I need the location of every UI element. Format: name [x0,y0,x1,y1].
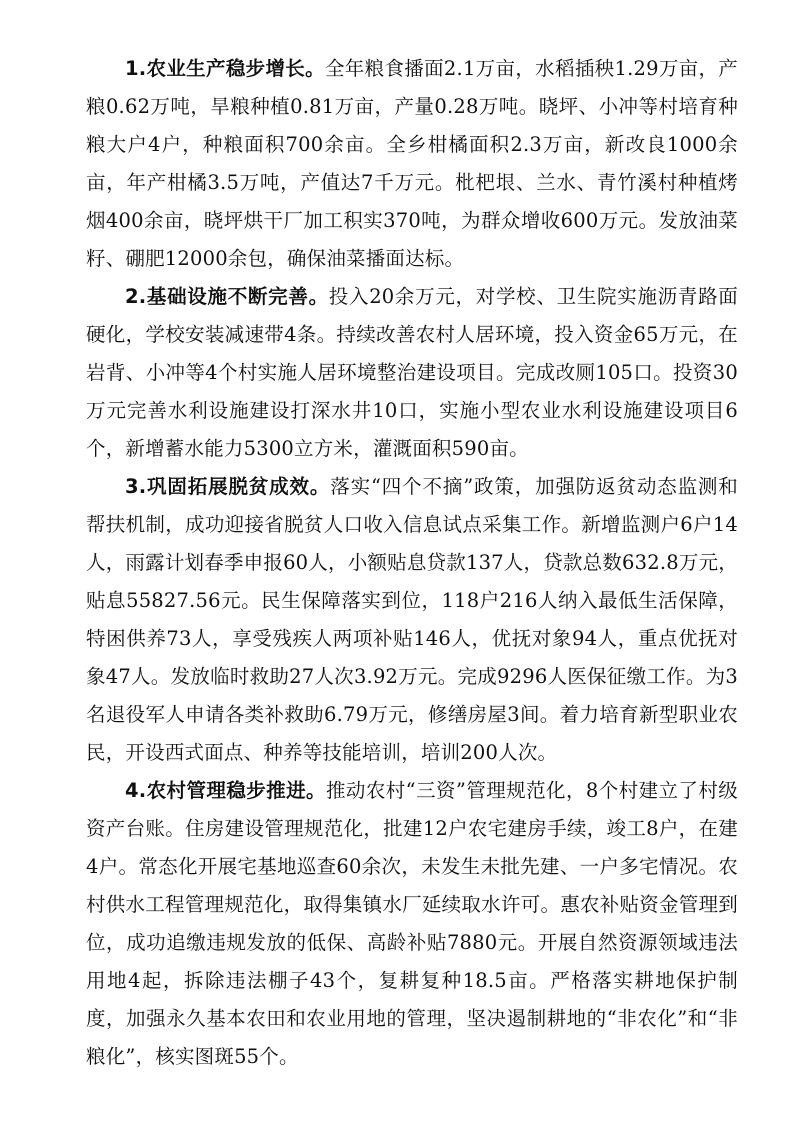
paragraph-heading: 1.农业生产稳步增长。 [125,57,325,80]
paragraph-body: 落实“四个不摘”政策，加强防返贫动态监测和帮扶机制，成功迎接省脱贫人口收入信息试点采集工作。新增监测户6户14人，雨露计划春季申报60人，小额贴息贷款137人，贷款总数632.8万元，贴息55827.56元。民生保障落实到位，118户216人纳入最低生活保障，特困供养73人，享受残疾人两项补贴146人，优抚对象94人，重点优抚对象47人。发放临时救助27人次3.92万元。完成9296人医保征缴工作。为3名退役军人申请各类补救助6.79万元，修缮房屋3间。着力培育新型职业农民，开设西式面点、种养等技能培训，培训200人次。 [86,475,738,764]
paragraph-heading: 4.农村管理稳步推进。 [125,779,326,802]
document-page [86,50,738,1076]
paragraph-rural-management [86,772,738,1076]
paragraph-infrastructure [86,278,738,468]
paragraph-heading: 2.基础设施不断完善。 [125,285,329,308]
paragraph-body: 投入20余万元，对学校、卫生院实施沥青路面硬化，学校安装减速带4条。持续改善农村人居环境，投入资金65万元，在岩背、小冲等4个村实施人居环境整治建设项目。完成改厕105口。投资30万元完善水利设施建设打深水井10口，实施小型农业水利设施建设项目6个，新增蓄水能力5300立方米，灌溉面积590亩。 [86,285,738,460]
paragraph-body: 全年粮食播面2.1万亩，水稻插秧1.29万亩，产粮0.62万吨，旱粮种植0.81万亩，产量0.28万吨。晓坪、小冲等村培育种粮大户4户，种粮面积700余亩。全乡柑橘面积2.3万亩，新改良1000余亩，年产柑橘3.5万吨，产值达7千万元。枇杷垠、兰水、青竹溪村种植烤烟400余亩，晓坪烘干厂加工积实370吨，为群众增收600万元。发放油菜籽、硼肥12000余包，确保油菜播面达标。 [86,57,738,270]
paragraph-agriculture [86,50,738,278]
paragraph-poverty-alleviation [86,468,738,772]
paragraph-body: 推动农村“三资”管理规范化，8个村建立了村级资产台账。住房建设管理规范化，批建12户农宅建房手续，竣工8户，在建4户。常态化开展宅基地巡查60余次，未发生未批先建、一户多宅情况。农村供水工程管理规范化，取得集镇水厂延续取水许可。惠农补贴资金管理到位，成功追缴违规发放的低保、高龄补贴7880元。开展自然资源领域违法用地4起，拆除违法棚子43个，复耕复种18.5亩。严格落实耕地保护制度，加强永久基本农田和农业用地的管理，坚决遏制耕地的“非农化”和“非粮化”，核实图斑55个。 [86,779,738,1068]
paragraph-heading: 3.巩固拓展脱贫成效。 [125,475,331,498]
